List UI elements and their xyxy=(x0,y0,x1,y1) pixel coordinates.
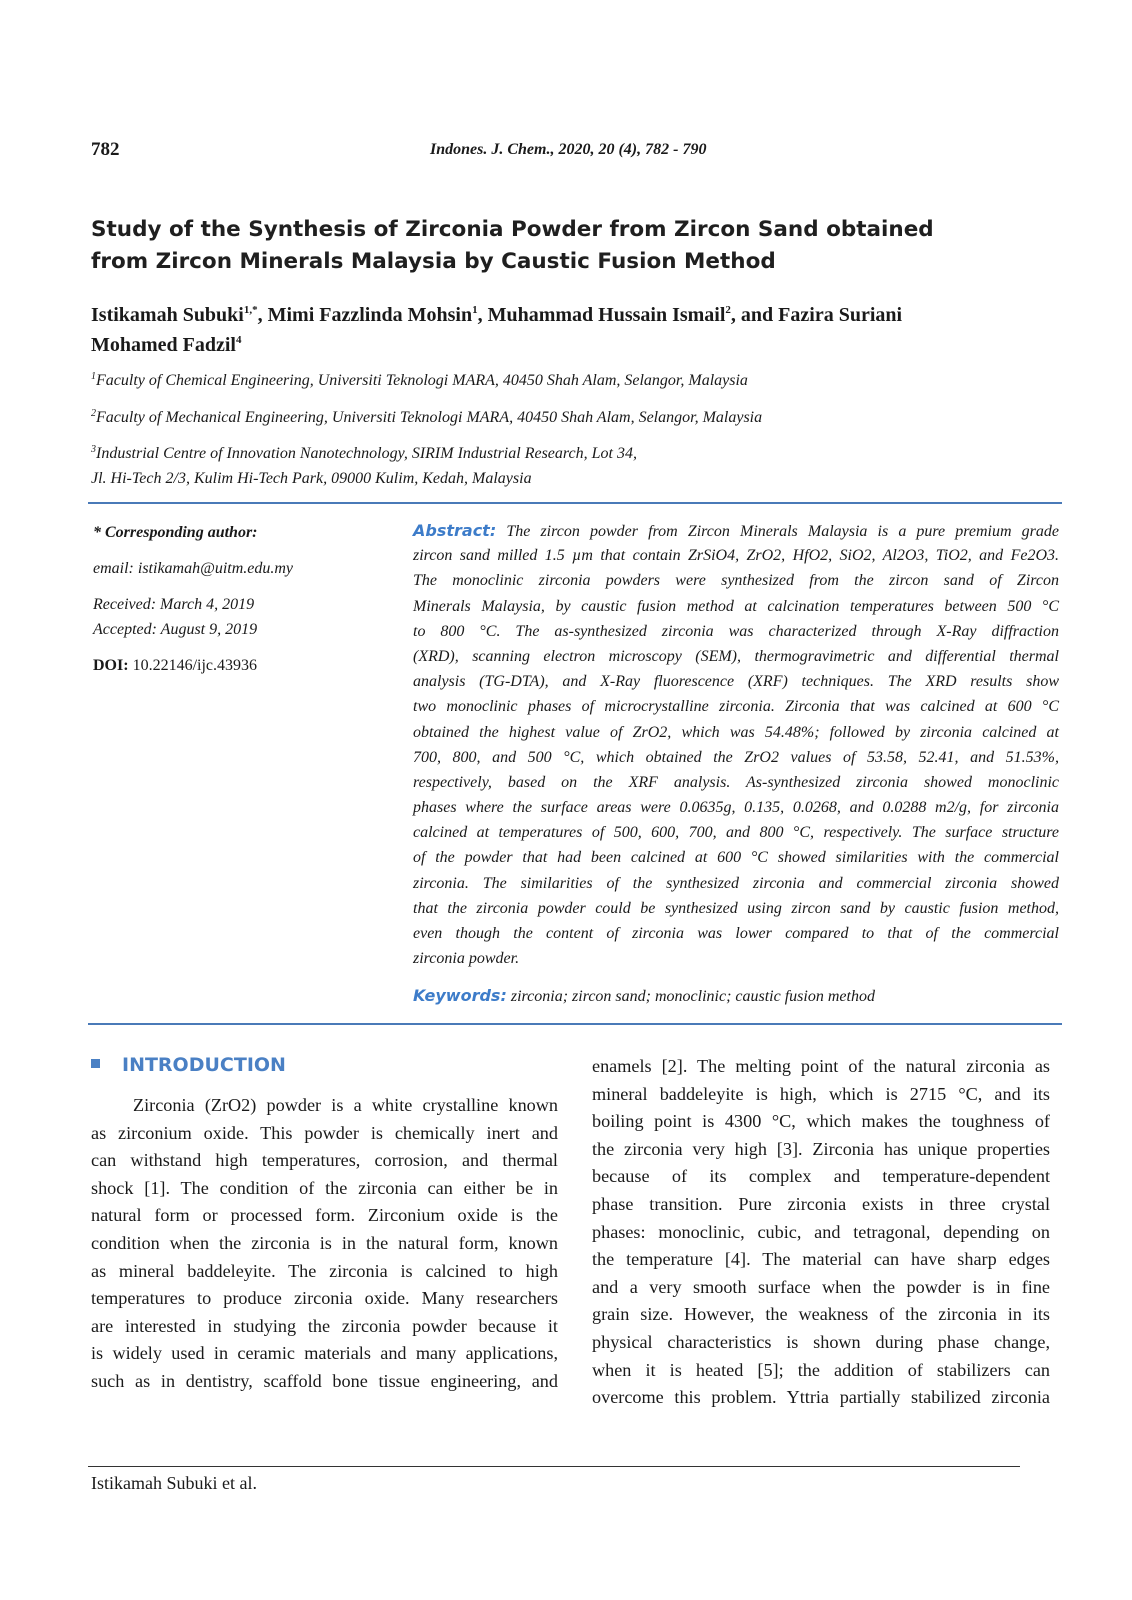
title-line-1: Study of the Synthesis of Zirconia Powder from Zircon Sand obtained xyxy=(91,217,934,242)
abstract-line: 700, 800, and 500 °C, which obtained the ZrO2 values of 53.58, 52.41, and 51.53%, xyxy=(413,748,1059,766)
body-line: physical characteristics is shown during phase change, xyxy=(592,1331,1050,1352)
body-line: phase transition. Pure zirconia exists in three crystal xyxy=(592,1193,1050,1214)
body-line: as zirconium oxide. This powder is chemically inert and xyxy=(91,1122,558,1143)
doi xyxy=(93,653,393,678)
body-line: the zirconia very high [3]. Zirconia has unique properties xyxy=(592,1138,1050,1159)
abstract-line: even though the content of zirconia was lower compared to that of the commercial xyxy=(413,925,1059,942)
affiliation-mark: 1 xyxy=(91,371,96,382)
abstract-line: to 800 °C. The as-synthesized zirconia was characterized through X-Ray diffraction xyxy=(413,622,1059,640)
abstract-line: analysis (TG-DTA), and X-Ray fluorescence (XRF) techniques. The XRD results show xyxy=(413,673,1059,691)
affiliation-mark: 2 xyxy=(91,408,96,419)
body-line: when it is heated [5]; the addition of stabilizers can xyxy=(592,1359,1050,1380)
keywords-text: zirconia; zircon sand; monoclinic; caustic fusion method xyxy=(510,988,875,1005)
abstract-line: zirconia. The similarities of the synthesized zirconia and commercial zirconia showed xyxy=(413,874,1059,892)
affiliation-text: Faculty of Mechanical Engineering, Universiti Teknologi MARA, 40450 Shah Alam, Selangor, Malaysia xyxy=(96,409,763,426)
keywords xyxy=(413,986,875,1006)
body-line: Zirconia (ZrO2) powder is a white crystalline known xyxy=(133,1095,558,1115)
footer-author: Istikamah Subuki et al. xyxy=(91,1473,257,1493)
abstract-line: two monoclinic phases of microcrystalline zirconia. Zirconia that was calcined at 600 °C xyxy=(413,698,1059,716)
body-line: and a very smooth surface when the powder is in fine xyxy=(592,1276,1050,1297)
author-name: Mohamed Fadzil xyxy=(91,334,236,356)
abstract-line: phases where the surface areas were 0.0635g, 0.135, 0.0268, and 0.0288 m2/g, for zirconia xyxy=(413,799,1059,817)
abstract-line: obtained the highest value of ZrO2, which was 54.48%; followed by zirconia calcined at xyxy=(413,723,1059,741)
received-date: Received: March 4, 2019 xyxy=(93,596,255,613)
body-line: enamels [2]. The melting point of the natural zirconia as xyxy=(592,1056,1050,1076)
abstract-line: of the powder that had been calcined at 600 °C showed similarities with the commercial xyxy=(413,849,1059,867)
author-affiliation-mark: 1 xyxy=(472,304,478,316)
author-affiliation-mark: 2 xyxy=(725,304,731,316)
body-line: are interested in studying the zirconia powder because it xyxy=(91,1315,558,1336)
body-line: is widely used in ceramic materials and many applications, xyxy=(91,1343,558,1364)
abstract-line: zircon sand milled 1.5 µm that contain ZrSiO4, ZrO2, HfO2, SiO2, Al2O3, TiO2, and Fe2O3. xyxy=(413,547,1059,565)
author-name: , Muhammad Hussain Ismail xyxy=(477,304,726,326)
body-line: such as in dentistry, scaffold bone tissue engineering, and xyxy=(91,1370,558,1391)
bottom-divider xyxy=(88,1023,1062,1025)
abstract-line: Minerals Malaysia, by caustic fusion method at calcination temperatures between 500 °C xyxy=(413,597,1059,615)
body-line: natural form or processed form. Zirconium oxide is the xyxy=(91,1205,558,1226)
author-list xyxy=(91,300,902,360)
page-number: 782 xyxy=(91,139,120,160)
intro-right-column xyxy=(592,1053,1050,1412)
article-info-sidebar xyxy=(93,520,393,678)
body-line: boiling point is 4300 °C, which makes the toughness of xyxy=(592,1111,1050,1132)
body-line: phases: monoclinic, cubic, and tetragonal, depending on xyxy=(592,1221,1050,1242)
abstract-line: respectively, based on the XRF analysis. As-synthesized zirconia showed monoclinic xyxy=(413,773,1059,791)
body-line: as mineral baddeleyite. The zirconia is calcined to high xyxy=(91,1260,558,1281)
title-line-2: from Zircon Minerals Malaysia by Caustic Fusion Method xyxy=(91,249,776,274)
affiliation-mark: 3 xyxy=(91,444,96,455)
affiliation-text: Faculty of Chemical Engineering, Universiti Teknologi MARA, 40450 Shah Alam, Selangor, Malaysia xyxy=(96,372,748,389)
section-heading-text: INTRODUCTION xyxy=(122,1054,286,1076)
section-bullet-icon xyxy=(91,1059,100,1068)
affiliation-text: Industrial Centre of Innovation Nanotechnology, SIRIM Industrial Research, Lot 34, xyxy=(96,445,637,462)
body-line: temperatures to produce zirconia oxide. Many researchers xyxy=(91,1288,558,1309)
doi-label: DOI: xyxy=(93,657,129,674)
body-line: shock [1]. The condition of the zirconia can either be in xyxy=(91,1177,558,1198)
abstract xyxy=(413,518,1059,971)
author-name: , and Fazira Suriani xyxy=(730,304,903,326)
body-line: the temperature [4]. The material can have sharp edges xyxy=(592,1249,1050,1270)
body-line: can withstand high temperatures, corrosion, and thermal xyxy=(91,1150,558,1171)
author-affiliation-mark: 4 xyxy=(236,334,242,346)
body-line: overcome this problem. Yttria partially stabilized zirconia xyxy=(592,1387,1050,1408)
top-divider xyxy=(88,502,1062,504)
body-line: condition when the zirconia is in the natural form, known xyxy=(91,1232,558,1253)
doi-link[interactable]: 10.22146/ijc.43936 xyxy=(132,657,257,674)
author-name: , Mimi Fazzlinda Mohsin xyxy=(257,304,473,326)
corresponding-email: email: istikamah@uitm.edu.my xyxy=(93,560,294,577)
journal-running-head: Indones. J. Chem., 2020, 20 (4), 782 - 790 xyxy=(430,141,707,158)
abstract-line: that the zirconia powder could be synthesized using zircon sand by caustic fusion method, xyxy=(413,899,1059,917)
abstract-line: (XRD), scanning electron microscopy (SEM), thermogravimetric and differential thermal xyxy=(413,647,1059,665)
keywords-heading: Keywords: xyxy=(413,986,507,1005)
abstract-line xyxy=(413,518,1059,543)
body-line: because of its complex and temperature-dependent xyxy=(592,1166,1050,1187)
intro-left-column xyxy=(91,1092,558,1396)
affiliation-3-cont: Jl. Hi-Tech 2/3, Kulim Hi-Tech Park, 09000 Kulim, Kedah, Malaysia xyxy=(91,470,532,487)
body-line: grain size. However, the weakness of the zirconia in its xyxy=(592,1304,1050,1325)
abstract-line: The monoclinic zirconia powders were synthesized from the zircon sand of Zircon xyxy=(413,572,1059,590)
author-line-1 xyxy=(91,300,902,330)
abstract-line: calcined at temperatures of 500, 600, 700, and 800 °C, respectively. The surface structure xyxy=(413,824,1059,842)
corresponding-author-label: * Corresponding author: xyxy=(93,524,258,541)
footer-divider xyxy=(88,1466,1020,1467)
paper-title xyxy=(91,214,991,278)
abstract-line: zirconia powder. xyxy=(413,950,520,968)
accepted-date: Accepted: August 9, 2019 xyxy=(93,621,258,638)
author-line-2 xyxy=(91,330,902,360)
affiliation-3 xyxy=(91,441,637,466)
affiliation-1 xyxy=(91,368,748,393)
abstract-text: The zircon powder from Zircon Minerals Malaysia is a pure premium grade xyxy=(506,523,1059,540)
section-heading-introduction xyxy=(91,1054,286,1076)
affiliation-2 xyxy=(91,405,762,430)
body-line: mineral baddeleyite is high, which is 2715 °C, and its xyxy=(592,1083,1050,1104)
author-affiliation-mark: 1,* xyxy=(243,304,258,316)
abstract-heading: Abstract: xyxy=(413,521,497,540)
author-name: Istikamah Subuki xyxy=(91,304,244,326)
